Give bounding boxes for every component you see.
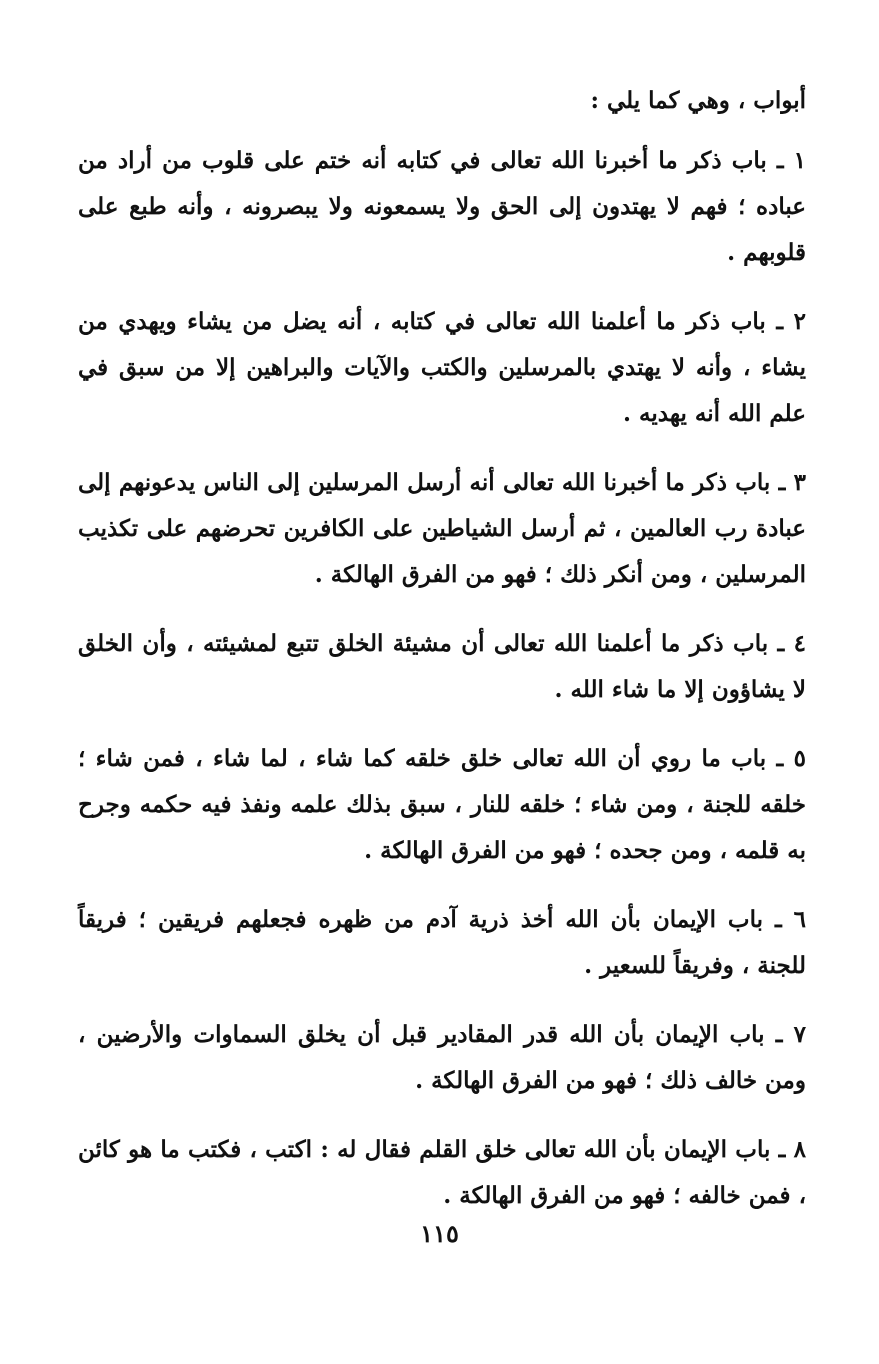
page-number: ١١٥ [420, 1219, 459, 1248]
chapter-entry-5 [78, 736, 806, 874]
page-body [78, 78, 806, 1242]
chapter-entry-6 [78, 897, 806, 989]
chapter-entry-4 [78, 621, 806, 713]
chapter-entry-text: ٧ ـ باب الإيمان بأن الله قدر المقادير قبل أن يخلق السماوات والأرضين ، ومن خالف ذلك ؛ فهو من الفرق الهالكة . [78, 1021, 806, 1094]
chapter-entry-text: ٨ ـ باب الإيمان بأن الله تعالى خلق القلم فقال له : اكتب ، فكتب ما هو كائن ، فمن خالفه ؛ فهو من الفرق الهالكة . [78, 1136, 806, 1209]
chapter-entry-text: ٥ ـ باب ما روي أن الله تعالى خلق خلقه كما شاء ، لما شاء ، فمن شاء ؛ خلقه للجنة ، ومن شاء ؛ خلقه للنار ، سبق بذلك علمه ونفذ فيه حكمه وجرح به قلمه ، ومن جحده ؛ فهو من الفرق الهالكة . [78, 745, 806, 864]
chapter-entry-3 [78, 460, 806, 598]
chapter-entry-text: ٤ ـ باب ذكر ما أعلمنا الله تعالى أن مشيئة الخلق تتبع لمشيئته ، وأن الخلق لا يشاؤون إلا ما شاء الله . [78, 630, 806, 703]
chapter-entry-2 [78, 299, 806, 437]
chapter-entry-text: ٢ ـ باب ذكر ما أعلمنا الله تعالى في كتابه ، أنه يضل من يشاء ويهدي من يشاء ، وأنه لا يهتدي بالمرسلين والكتب والآيات والبراهين إلا من سبق في علم الله أنه يهديه . [78, 308, 806, 427]
chapter-entry-1 [78, 138, 806, 276]
chapter-entry-text: ١ ـ باب ذكر ما أخبرنا الله تعالى في كتابه أنه ختم على قلوب من أراد من عباده ؛ فهم لا يهتدون إلى الحق ولا يسمعونه ولا يبصرونه ، وأنه طبع على قلوبهم . [78, 147, 806, 266]
intro-line: أبواب ، وهي كما يلي : [590, 87, 806, 114]
chapter-entry-text: ٣ ـ باب ذكر ما أخبرنا الله تعالى أنه أرسل المرسلين إلى الناس يدعونهم إلى عبادة رب العالمين ، ثم أرسل الشياطين على الكافرين تحرضهم على تكذيب المرسلين ، ومن أنكر ذلك ؛ فهو من الفرق الهالكة . [78, 469, 806, 588]
chapter-entry-text: ٦ ـ باب الإيمان بأن الله أخذ ذرية آدم من ظهره فجعلهم فريقين ؛ فريقاً للجنة ، وفريقاً للسعير . [78, 906, 806, 979]
chapter-entry-8 [78, 1127, 806, 1219]
chapter-entry-7 [78, 1012, 806, 1104]
